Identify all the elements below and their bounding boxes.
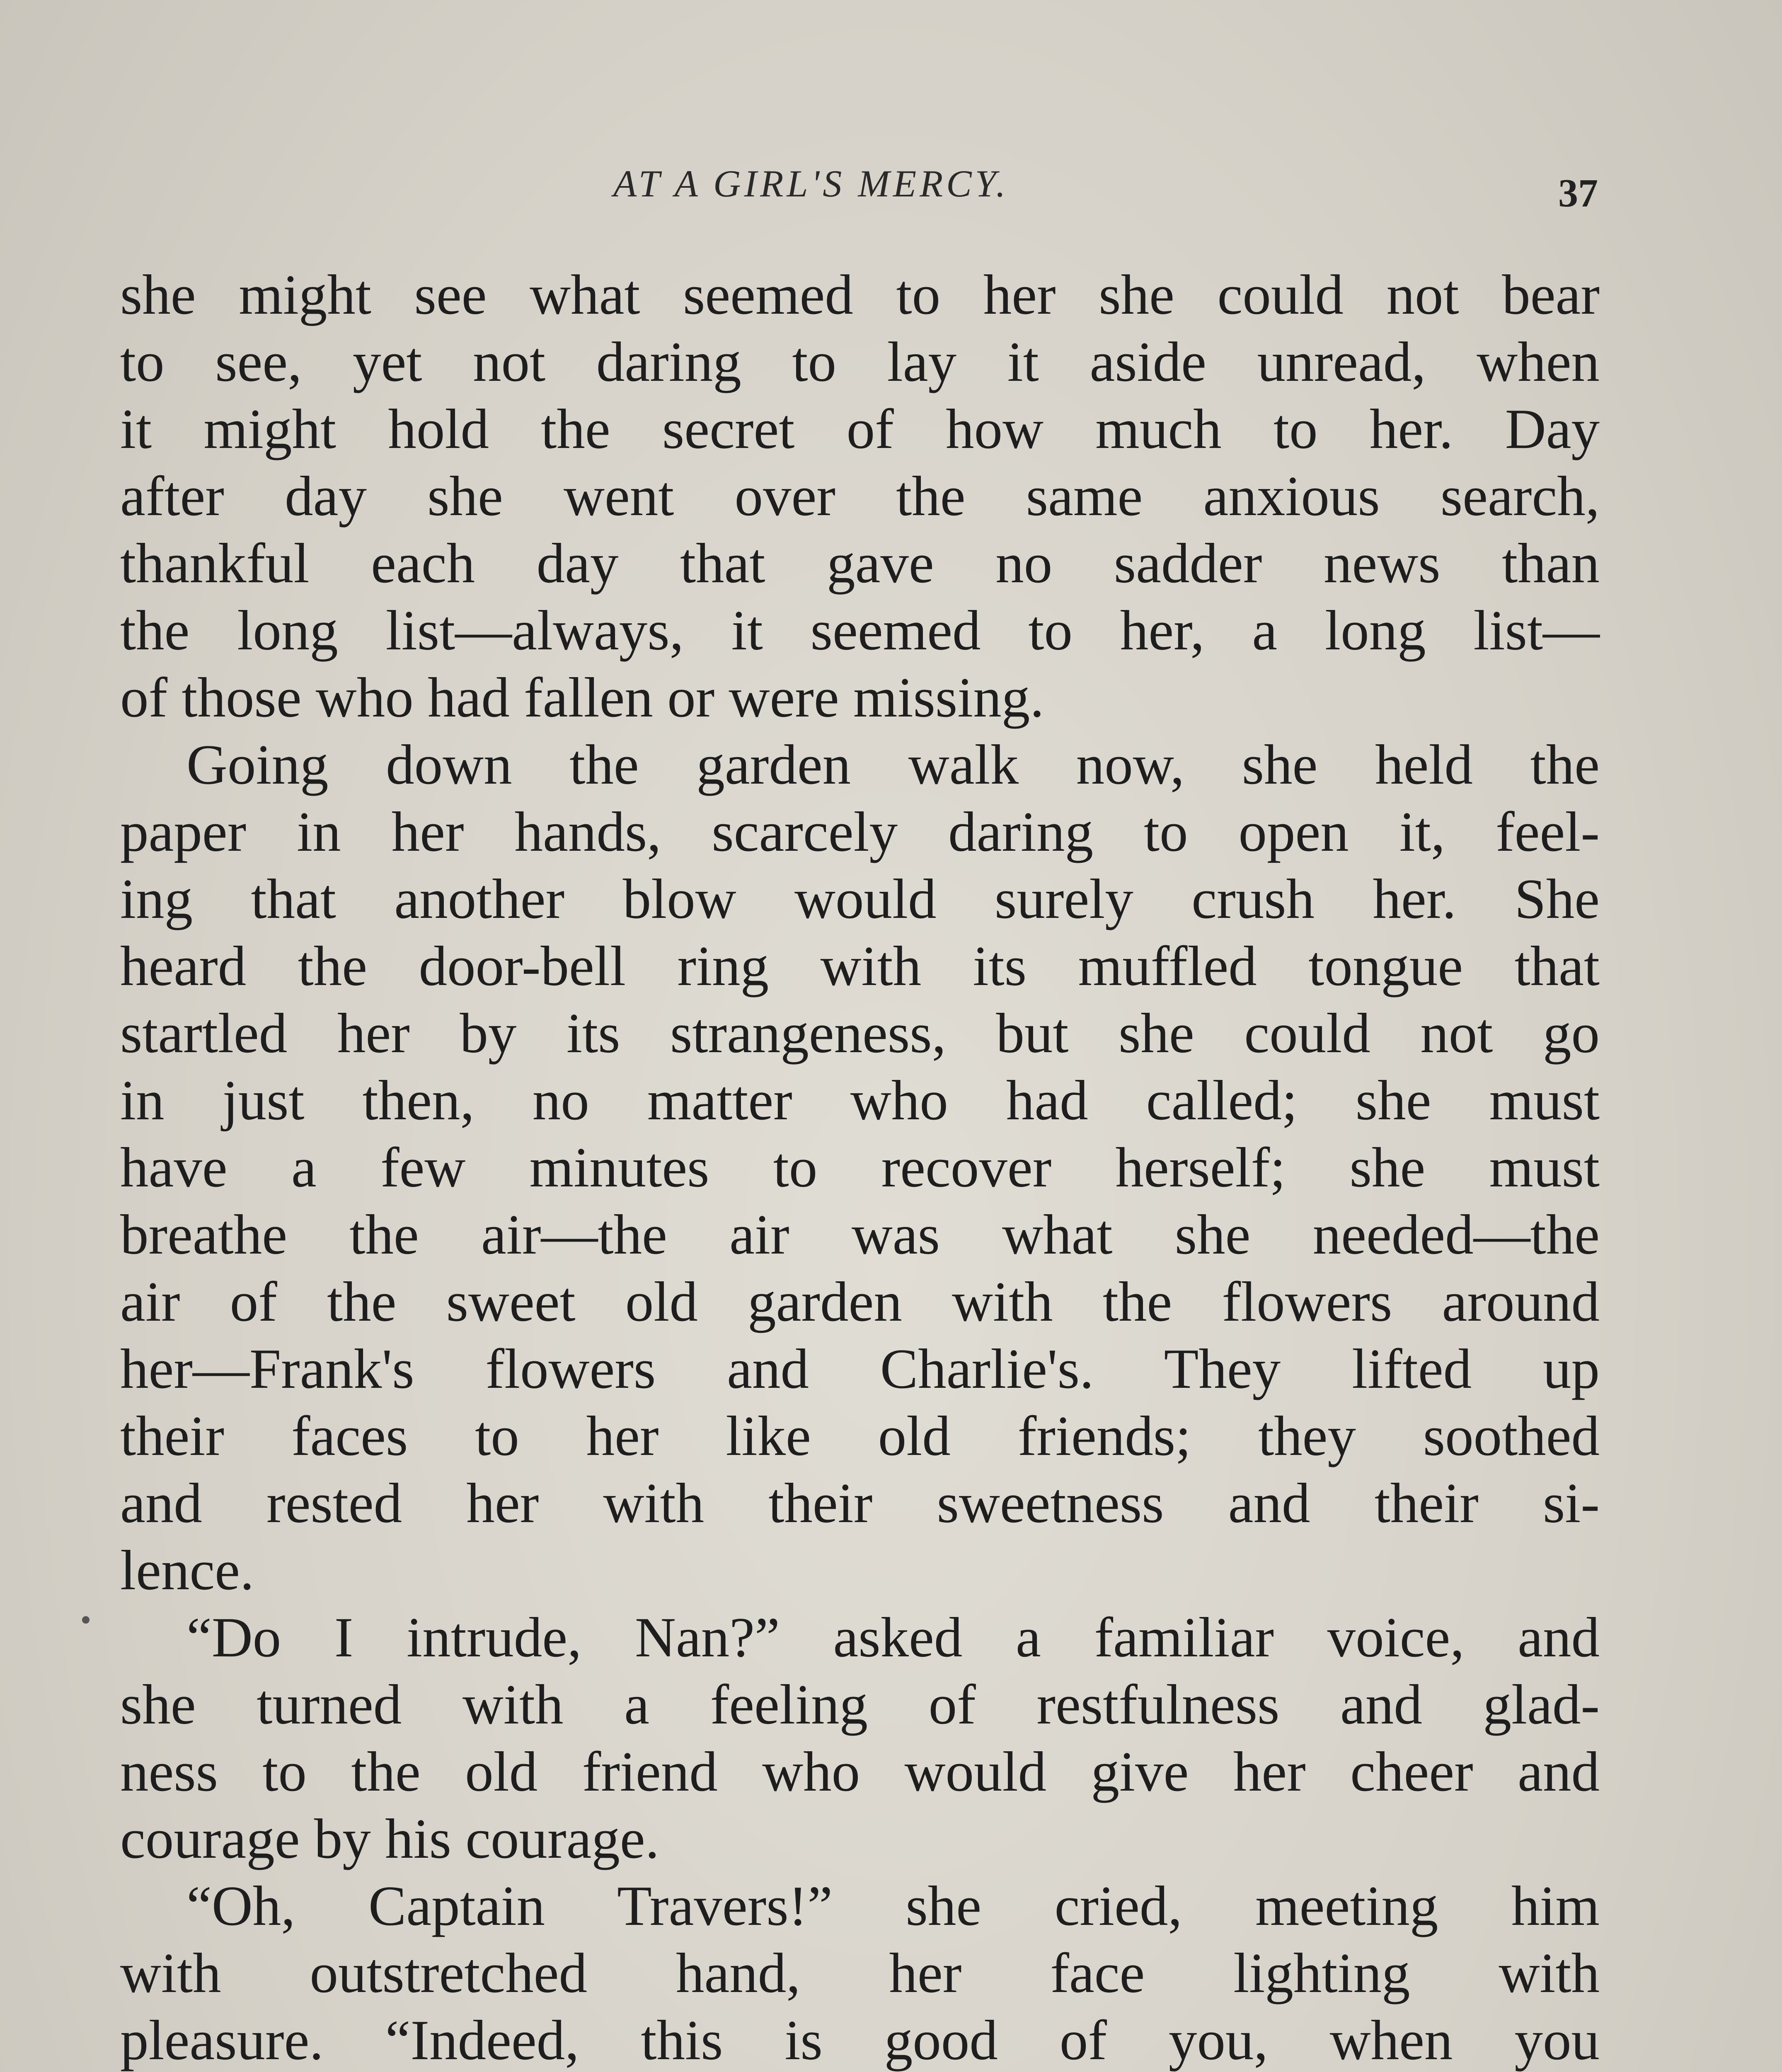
text-line: “Oh, Captain Travers!” she cried, meeting him (186, 1874, 1600, 1937)
text-line: have a few minutes to recover herself; she must (120, 1136, 1600, 1199)
text-line: and rested her with their sweetness and their si- (120, 1472, 1600, 1535)
text-line: Going down the garden walk now, she held the (186, 733, 1600, 796)
text-line: to see, yet not daring to lay it aside unread, when (120, 330, 1600, 393)
text-line: she turned with a feeling of restfulness and glad- (120, 1673, 1600, 1736)
text-line: air of the sweet old garden with the flowers around (120, 1270, 1600, 1333)
text-line: lence. (120, 1539, 254, 1602)
text-line: their faces to her like old friends; they soothed (120, 1404, 1600, 1467)
running-head (0, 162, 1782, 220)
text-line: breathe the air—the air was what she needed—the (120, 1203, 1600, 1266)
text-line: ness to the old friend who would give her cheer and (120, 1740, 1600, 1803)
running-title: AT A GIRL'S MERCY. (613, 162, 1009, 205)
text-line: startled her by its strangeness, but she could not go (120, 1002, 1600, 1065)
text-line: thankful each day that gave no sadder news than (120, 532, 1600, 595)
page-number: 37 (1558, 171, 1598, 215)
text-line: ing that another blow would surely crush her. She (120, 867, 1600, 930)
text-line: the long list—always, it seemed to her, a long list— (120, 599, 1600, 662)
text-line: her—Frank's flowers and Charlie's. They lifted up (120, 1337, 1600, 1400)
text-line: of those who had fallen or were missing. (120, 666, 1044, 729)
text-line: in just then, no matter who had called; she must (120, 1069, 1600, 1132)
text-line: after day she went over the same anxious search, (120, 465, 1600, 528)
text-line: with outstretched hand, her face lighting with (120, 1941, 1600, 2004)
text-line: it might hold the secret of how much to her. Day (120, 397, 1600, 460)
text-line: she might see what seemed to her she could not bear (120, 263, 1600, 326)
text-line: heard the door-bell ring with its muffled tongue that (120, 934, 1600, 997)
margin-speck (82, 1616, 90, 1624)
text-line: “Do I intrude, Nan?” asked a familiar voice, and (186, 1606, 1600, 1669)
text-line: pleasure. “Indeed, this is good of you, when you (120, 2009, 1600, 2072)
text-line: paper in her hands, scarcely daring to open it, feel- (120, 800, 1600, 863)
text-line: courage by his courage. (120, 1807, 659, 1870)
body-text (120, 261, 1600, 2072)
